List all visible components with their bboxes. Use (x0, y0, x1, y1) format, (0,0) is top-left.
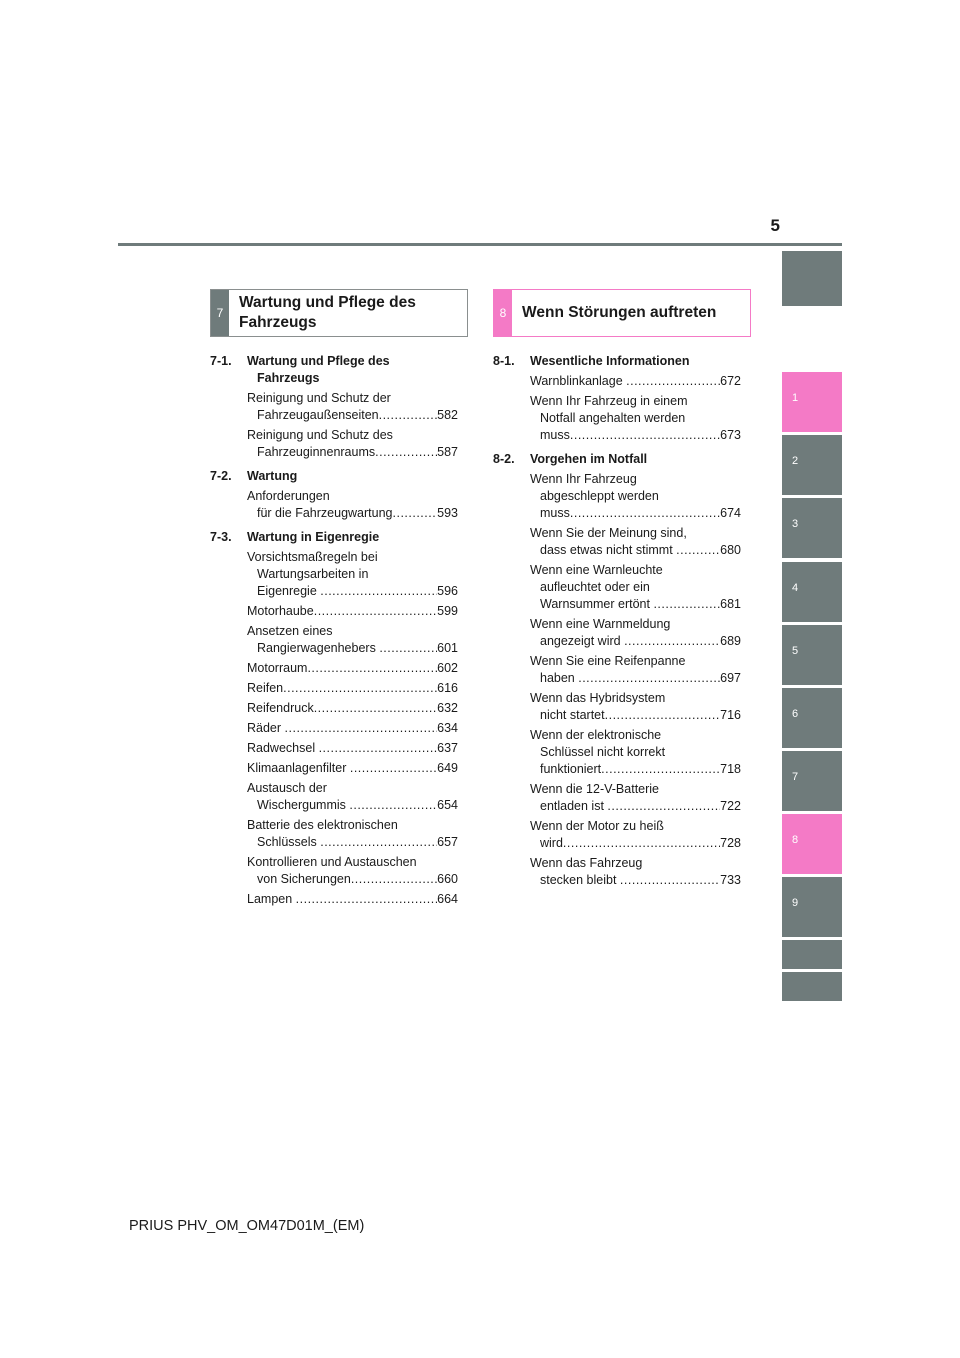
toc-page-number: 616 (437, 681, 458, 695)
toc-dot-leader (620, 872, 720, 889)
toc-entry-line: Wartungsarbeiten in (257, 567, 369, 581)
toc-entry-line: Ansetzen eines (247, 624, 333, 638)
toc-entry-line: Vorsichtsmaßregeln bei (247, 550, 378, 564)
chapter-tab[interactable] (782, 877, 842, 937)
toc-entry-title: muss (540, 428, 570, 442)
toc-entry[interactable] (530, 653, 741, 687)
toc-page-number: 660 (437, 872, 458, 886)
toc-entry[interactable] (530, 727, 741, 778)
chapter-tab-label: 7 (792, 771, 799, 783)
toc-dot-leader (379, 640, 437, 657)
toc-page-number: 649 (437, 761, 458, 775)
toc-entry[interactable] (247, 623, 458, 657)
toc-entry-title: muss (540, 506, 570, 520)
toc-entry[interactable] (530, 471, 741, 522)
toc-page-number: 722 (720, 799, 741, 813)
toc-group-title (530, 451, 741, 468)
toc-group-title-line: Wartung und Pflege des (247, 354, 390, 368)
toc-dot-leader (320, 834, 437, 851)
toc-entry-line: Wenn Ihr Fahrzeug (530, 472, 637, 486)
toc-page-number: 599 (437, 604, 458, 618)
toc-dot-leader (314, 700, 437, 717)
toc-group-title-line: Wartung in Eigenregie (247, 530, 380, 544)
toc-entry-title: Wischergummis (257, 798, 350, 812)
toc-group-number: 7-1. (210, 354, 232, 368)
toc-entry-line: Reinigung und Schutz der (247, 391, 391, 405)
chapter-tab-label: 2 (792, 455, 799, 467)
toc-entry-title: haben (540, 671, 579, 685)
toc-entry-line: Wenn eine Warnmeldung (530, 617, 671, 631)
toc-group (493, 353, 741, 444)
toc-entry-title: Eigenregie (257, 584, 321, 598)
toc-entry-line: Wenn eine Warnleuchte (530, 563, 663, 577)
toc-entry-line: Wenn Sie eine Reifenpanne (530, 654, 686, 668)
toc-entry-line: Wenn die 12-V-Batterie (530, 782, 660, 796)
toc-entry-title: Warnblinkanlage (530, 374, 627, 388)
toc-entry-line: abgeschleppt werden (540, 489, 659, 503)
toc-entry[interactable] (247, 390, 458, 424)
toc-entry[interactable] (247, 854, 458, 888)
chapter-tab-label: 3 (792, 518, 799, 530)
toc-entry[interactable] (530, 562, 741, 613)
toc-entry-title: Reifendruck (247, 701, 314, 715)
section-badge: 7 (211, 290, 229, 336)
toc-entry[interactable] (530, 616, 741, 650)
section-header-7 (210, 289, 468, 337)
toc-page-number: 587 (437, 445, 458, 459)
toc-entry-title: Motorhaube (247, 604, 314, 618)
toc-group (210, 353, 458, 461)
toc-entry[interactable] (247, 549, 458, 600)
toc-page-number: 634 (437, 721, 458, 735)
toc-group (493, 451, 741, 889)
toc-page-number: 689 (720, 634, 741, 648)
toc-entry[interactable] (530, 690, 741, 724)
chapter-tab-label: 8 (792, 834, 799, 846)
toc-dot-leader (570, 427, 720, 444)
toc-group-number: 8-1. (493, 354, 515, 368)
chapter-tab[interactable] (782, 688, 842, 748)
chapter-tab[interactable] (782, 435, 842, 495)
document-footer: PRIUS PHV_OM_OM47D01M_(EM) (129, 1218, 365, 1234)
toc-page-number: 672 (720, 374, 741, 388)
toc-dot-leader (350, 760, 437, 777)
chapter-tab-label: 5 (792, 645, 799, 657)
toc-page-number: 596 (437, 584, 458, 598)
toc-entry-title: Klimaanlagenfilter (247, 761, 350, 775)
toc-entry[interactable] (530, 373, 741, 390)
toc-entry-title: Räder (247, 721, 285, 735)
toc-page-number: 674 (720, 506, 741, 520)
chapter-tab[interactable] (782, 251, 842, 306)
toc-page-number: 632 (437, 701, 458, 715)
toc-page-number: 716 (720, 708, 741, 722)
toc-entry-title: angezeigt wird (540, 634, 625, 648)
toc-entry-title: Fahrzeugaußenseiten (257, 408, 379, 422)
section-badge: 8 (494, 290, 512, 336)
toc-page-number: 681 (720, 597, 741, 611)
toc-entry[interactable] (247, 427, 458, 461)
toc-dot-leader (319, 740, 438, 757)
toc-entry[interactable] (530, 855, 741, 889)
toc-dot-leader (375, 444, 437, 461)
toc-page-number: 728 (720, 836, 741, 850)
chapter-tab[interactable] (782, 372, 842, 432)
toc-entry[interactable] (247, 720, 458, 737)
toc-entry-title: Lampen (247, 892, 296, 906)
toc-entry-title: Motorraum (247, 661, 308, 675)
chapter-tab-label: 4 (792, 582, 799, 594)
toc-page-number: 697 (720, 671, 741, 685)
toc-dot-leader (563, 835, 720, 852)
toc-entry-title: dass etwas nicht stimmt (540, 543, 677, 557)
toc-group-title-line: Wartung (247, 469, 298, 483)
toc-dot-leader (320, 583, 437, 600)
toc-entry-title: stecken bleibt (540, 873, 620, 887)
toc-entry[interactable] (247, 891, 458, 908)
toc-dot-leader (283, 680, 437, 697)
toc-page-number: 601 (437, 641, 458, 655)
toc-dot-leader (607, 798, 720, 815)
toc-group-title-line: Wesentliche Informationen (530, 354, 690, 368)
toc-page-number: 602 (437, 661, 458, 675)
toc-page-number: 680 (720, 543, 741, 557)
toc-page-number: 582 (437, 408, 458, 422)
toc-group-heading[interactable] (493, 451, 741, 468)
chapter-tab[interactable] (782, 972, 842, 1001)
chapter-tab[interactable] (782, 625, 842, 685)
toc-entry-title: entladen ist (540, 799, 608, 813)
toc-dot-leader (379, 407, 438, 424)
chapter-tab[interactable] (782, 498, 842, 558)
toc-entry-title: für die Fahrzeugwartung (257, 506, 393, 520)
toc-group (210, 468, 458, 522)
toc-entry[interactable] (247, 603, 458, 620)
toc-page-number: 718 (720, 762, 741, 776)
toc-entry[interactable] (247, 817, 458, 851)
chapter-tab[interactable] (782, 751, 842, 811)
toc-page-number: 733 (720, 873, 741, 887)
toc-dot-leader (296, 891, 437, 908)
toc-entry-title: Rangierwagenhebers (257, 641, 380, 655)
toc-dot-leader (578, 670, 720, 687)
toc-page-number: 657 (437, 835, 458, 849)
toc-column-8 (493, 353, 741, 892)
toc-group (210, 529, 458, 908)
chapter-tab-label: 1 (792, 392, 799, 404)
toc-entry-line: Batterie des elektronischen (247, 818, 398, 832)
toc-entry[interactable] (247, 780, 458, 814)
toc-entry-line: Wenn der Motor zu heiß (530, 819, 664, 833)
toc-dot-leader (601, 761, 720, 778)
toc-page-number: 664 (437, 892, 458, 906)
toc-entry[interactable] (247, 760, 458, 777)
toc-entry-line: Wenn Ihr Fahrzeug in einem (530, 394, 688, 408)
toc-entry-line: Austausch der (247, 781, 327, 795)
toc-entry-title: Fahrzeuginnenraums (257, 445, 376, 459)
toc-entry-line: Wenn der elektronische (530, 728, 662, 742)
toc-group-heading[interactable] (210, 353, 458, 387)
toc-group-title-line: Fahrzeugs (257, 371, 320, 385)
page-number: 5 (770, 216, 780, 235)
toc-entry-line: Schlüssel nicht korrekt (540, 745, 666, 759)
toc-dot-leader (314, 603, 437, 620)
toc-dot-leader (570, 505, 720, 522)
toc-page-number: 654 (437, 798, 458, 812)
toc-group-title (530, 353, 741, 370)
chapter-tab-label: 9 (792, 897, 799, 909)
toc-dot-leader (349, 797, 437, 814)
toc-entry[interactable] (247, 660, 458, 677)
toc-group-number: 7-2. (210, 469, 232, 483)
section-header-8 (493, 289, 751, 337)
toc-group-title (247, 468, 458, 485)
toc-group-number: 8-2. (493, 452, 515, 466)
toc-column-7 (210, 353, 458, 911)
toc-dot-leader (653, 596, 720, 613)
toc-group-title (247, 353, 458, 387)
toc-group-heading[interactable] (210, 529, 458, 546)
section-title-line: Wartung und Pflege des (239, 294, 416, 311)
toc-page-number: 673 (720, 428, 741, 442)
toc-dot-leader (351, 871, 437, 888)
toc-entry-title: Radwechsel (247, 741, 319, 755)
toc-page-number: 637 (437, 741, 458, 755)
toc-dot-leader (393, 505, 438, 522)
toc-entry-line: Kontrollieren und Austauschen (247, 855, 417, 869)
toc-entry-line: Wenn das Fahrzeug (530, 856, 643, 870)
toc-entry[interactable] (247, 740, 458, 757)
toc-entry[interactable] (530, 781, 741, 815)
toc-entry-line: Notfall angehalten werden (540, 411, 686, 425)
section-title (239, 290, 461, 336)
chapter-tab[interactable] (782, 562, 842, 622)
toc-entry[interactable] (530, 525, 741, 559)
toc-dot-leader (307, 660, 437, 677)
chapter-tab[interactable] (782, 814, 842, 874)
toc-group-number: 7-3. (210, 530, 232, 544)
toc-entry-line: Wenn das Hybridsystem (530, 691, 666, 705)
toc-dot-leader (626, 373, 720, 390)
toc-entry[interactable] (247, 488, 458, 522)
toc-entry-title: nicht startet (540, 708, 605, 722)
toc-dot-leader (676, 542, 720, 559)
toc-entry-title: Reifen (247, 681, 284, 695)
toc-entry[interactable] (247, 680, 458, 697)
toc-dot-leader (605, 707, 721, 724)
toc-entry-title: funktioniert (540, 762, 602, 776)
toc-group-heading[interactable] (210, 468, 458, 485)
toc-entry-title: von Sicherungen (257, 872, 351, 886)
section-title (522, 290, 744, 336)
toc-entry[interactable] (530, 818, 741, 852)
section-title-line: Fahrzeugs (239, 314, 317, 331)
toc-dot-leader (285, 720, 438, 737)
toc-entry[interactable] (247, 700, 458, 717)
toc-page-number: 593 (437, 506, 458, 520)
toc-dot-leader (624, 633, 720, 650)
toc-group-title (247, 529, 458, 546)
toc-entry[interactable] (530, 393, 741, 444)
toc-entry-line: Anforderungen (247, 489, 330, 503)
toc-group-title-line: Vorgehen im Notfall (530, 452, 648, 466)
chapter-tab[interactable] (782, 940, 842, 969)
toc-entry-title: wird (540, 836, 563, 850)
toc-entry-title: Schlüssels (257, 835, 321, 849)
toc-entry-line: Reinigung und Schutz des (247, 428, 393, 442)
section-title-line: Wenn Störungen auftreten (522, 304, 717, 321)
toc-entry-line: aufleuchtet oder ein (540, 580, 650, 594)
header-rule (118, 243, 842, 246)
toc-group-heading[interactable] (493, 353, 741, 370)
toc-entry-line: Wenn Sie der Meinung sind, (530, 526, 687, 540)
chapter-tab-label: 6 (792, 708, 799, 720)
toc-entry-title: Warnsummer ertönt (540, 597, 654, 611)
